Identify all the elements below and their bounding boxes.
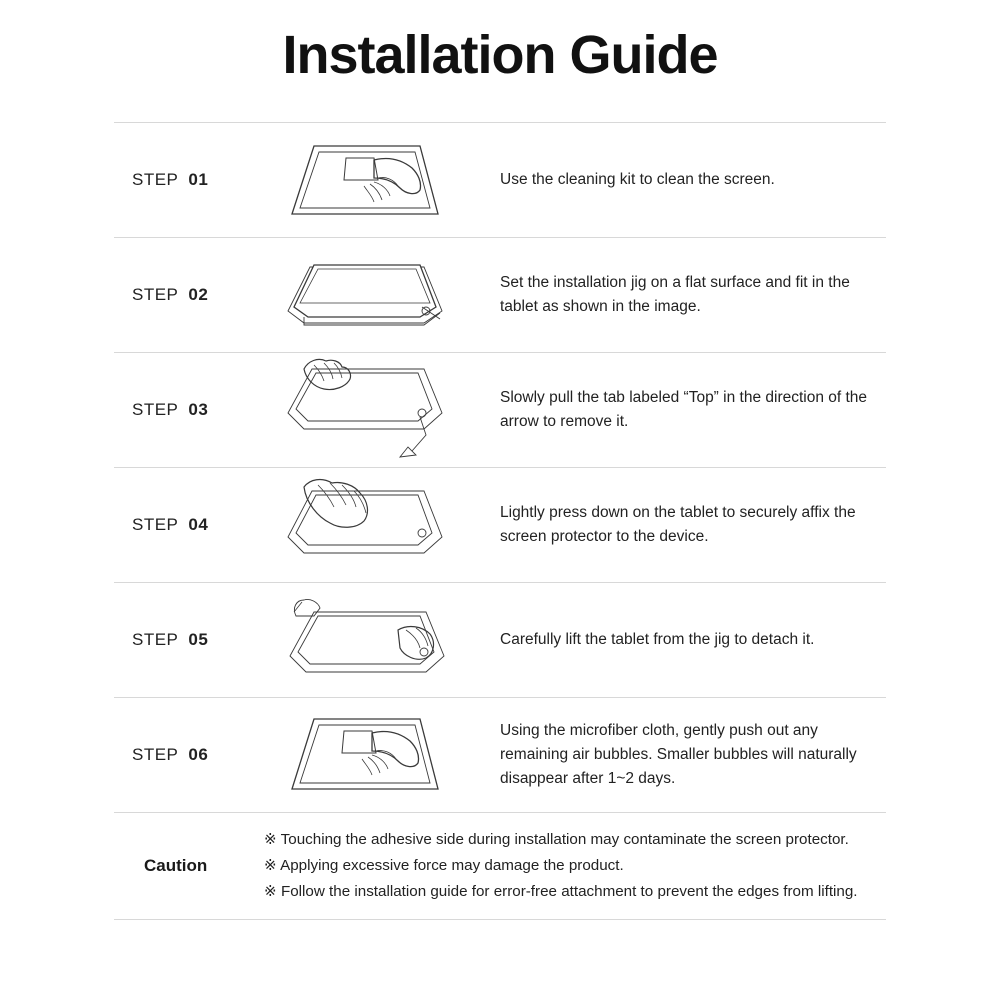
step-label	[114, 400, 264, 420]
step-row	[114, 353, 886, 467]
step-word: STEP	[132, 630, 179, 649]
step-text: Carefully lift the tablet from the jig to detach it.	[500, 630, 815, 648]
step-number: 02	[188, 285, 209, 304]
caution-list	[264, 827, 886, 905]
divider	[114, 919, 886, 920]
page-title: Installation Guide	[282, 25, 718, 85]
step-text: Lightly press down on the tablet to securely affix the screen protector to the device.	[500, 503, 856, 545]
step-number: 01	[188, 170, 209, 189]
step-illustration-01	[264, 134, 474, 226]
step-word: STEP	[132, 745, 179, 764]
step-label	[114, 170, 264, 190]
step-row	[114, 698, 886, 812]
step-number: 03	[188, 400, 209, 419]
step-text: Slowly pull the tab labeled “Top” in the direction of the arrow to remove it.	[500, 388, 868, 430]
step-text: Using the microfiber cloth, gently push out any remaining air bubbles. Smaller bubbles will naturally disappear after 1~2 days.	[500, 721, 857, 787]
step-number: 04	[188, 515, 209, 534]
step-illustration-04	[264, 475, 474, 575]
step-illustration-02	[264, 249, 474, 341]
caution-item: ※ Follow the installation guide for error-free attachment to prevent the edges from lifting.	[264, 883, 858, 901]
step-label	[114, 515, 264, 535]
step-illustration-05	[264, 590, 474, 690]
step-word: STEP	[132, 170, 179, 189]
caution-row	[114, 813, 886, 919]
step-row	[114, 468, 886, 582]
step-row	[114, 123, 886, 237]
caution-item: ※ Touching the adhesive side during installation may contaminate the screen protector.	[264, 830, 849, 848]
step-label	[114, 745, 264, 765]
step-label	[114, 285, 264, 305]
step-text: Use the cleaning kit to clean the screen.	[500, 170, 775, 188]
step-illustration-03	[264, 355, 474, 465]
step-word: STEP	[132, 515, 179, 534]
step-label	[114, 630, 264, 650]
step-row	[114, 238, 886, 352]
step-word: STEP	[132, 400, 179, 419]
step-row	[114, 583, 886, 697]
caution-item: ※ Applying excessive force may damage the product.	[264, 856, 624, 874]
step-illustration-06	[264, 705, 474, 805]
steps-container	[114, 86, 886, 920]
step-number: 06	[188, 745, 209, 764]
step-word: STEP	[132, 285, 179, 304]
caution-label: Caution	[144, 856, 208, 875]
step-text: Set the installation jig on a flat surface and fit in the tablet as shown in the image.	[500, 273, 850, 315]
step-number: 05	[188, 630, 209, 649]
